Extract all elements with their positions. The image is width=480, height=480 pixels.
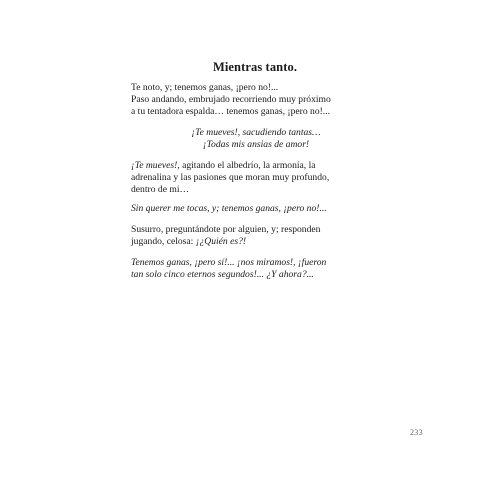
stanza-4: [131, 203, 327, 215]
stanza-2-line-2: ¡Todas mis ansias de amor!: [202, 139, 310, 151]
stanza-5-line-2-italic: ¡¿Quién es?!: [195, 236, 247, 248]
stanza-3-line-1: [131, 160, 329, 172]
stanza-3-line-3: dentro de mi…: [131, 184, 190, 196]
stanza-1-line-2: Paso andando, embrujado recorriendo muy próximo: [131, 94, 331, 106]
stanza-3-line-1-italic: ¡Te mueves!,: [131, 160, 180, 171]
stanza-5-line-1: Susurro, preguntándote por alguien, y; responden: [131, 224, 321, 235]
stanza-6-line-1: Tenemos ganas, ¡pero sí!... ¡nos miramos!, ¡fueron: [131, 257, 327, 268]
stanza-1-line-1: Te noto, y; tenemos ganas, ¡pero no!...: [131, 82, 279, 93]
stanza-3-line-1-rest: agitando el albedrío, la armonía, la: [179, 160, 316, 171]
stanza-5-line-2: [131, 236, 320, 248]
stanza-4-line-1: Sin querer me tocas, y; tenemos ganas, ¡pero no!...: [131, 203, 327, 214]
stanza-1: [131, 82, 331, 119]
stanza-6: [131, 257, 326, 281]
stanza-2: [131, 127, 381, 151]
stanza-5: [131, 224, 320, 248]
stanza-5-line-2-plain: jugando, celosa:: [131, 236, 196, 248]
stanza-1-line-3: a tu tentadora espalda… tenemos ganas, ¡pero no!...: [131, 106, 331, 118]
poem-title: Mientras tanto.: [212, 60, 298, 74]
page-number: 233: [410, 428, 423, 437]
stanza-2-line-1: ¡Te mueves!, sacudiendo tantas…: [191, 127, 321, 138]
stanza-3: [131, 160, 329, 197]
stanza-3-line-2: adrenalina y las pasiones que moran muy profundo,: [131, 172, 330, 184]
stanza-6-line-2: tan solo cinco eternos segundos!... ¿Y ahora?...: [131, 269, 314, 281]
